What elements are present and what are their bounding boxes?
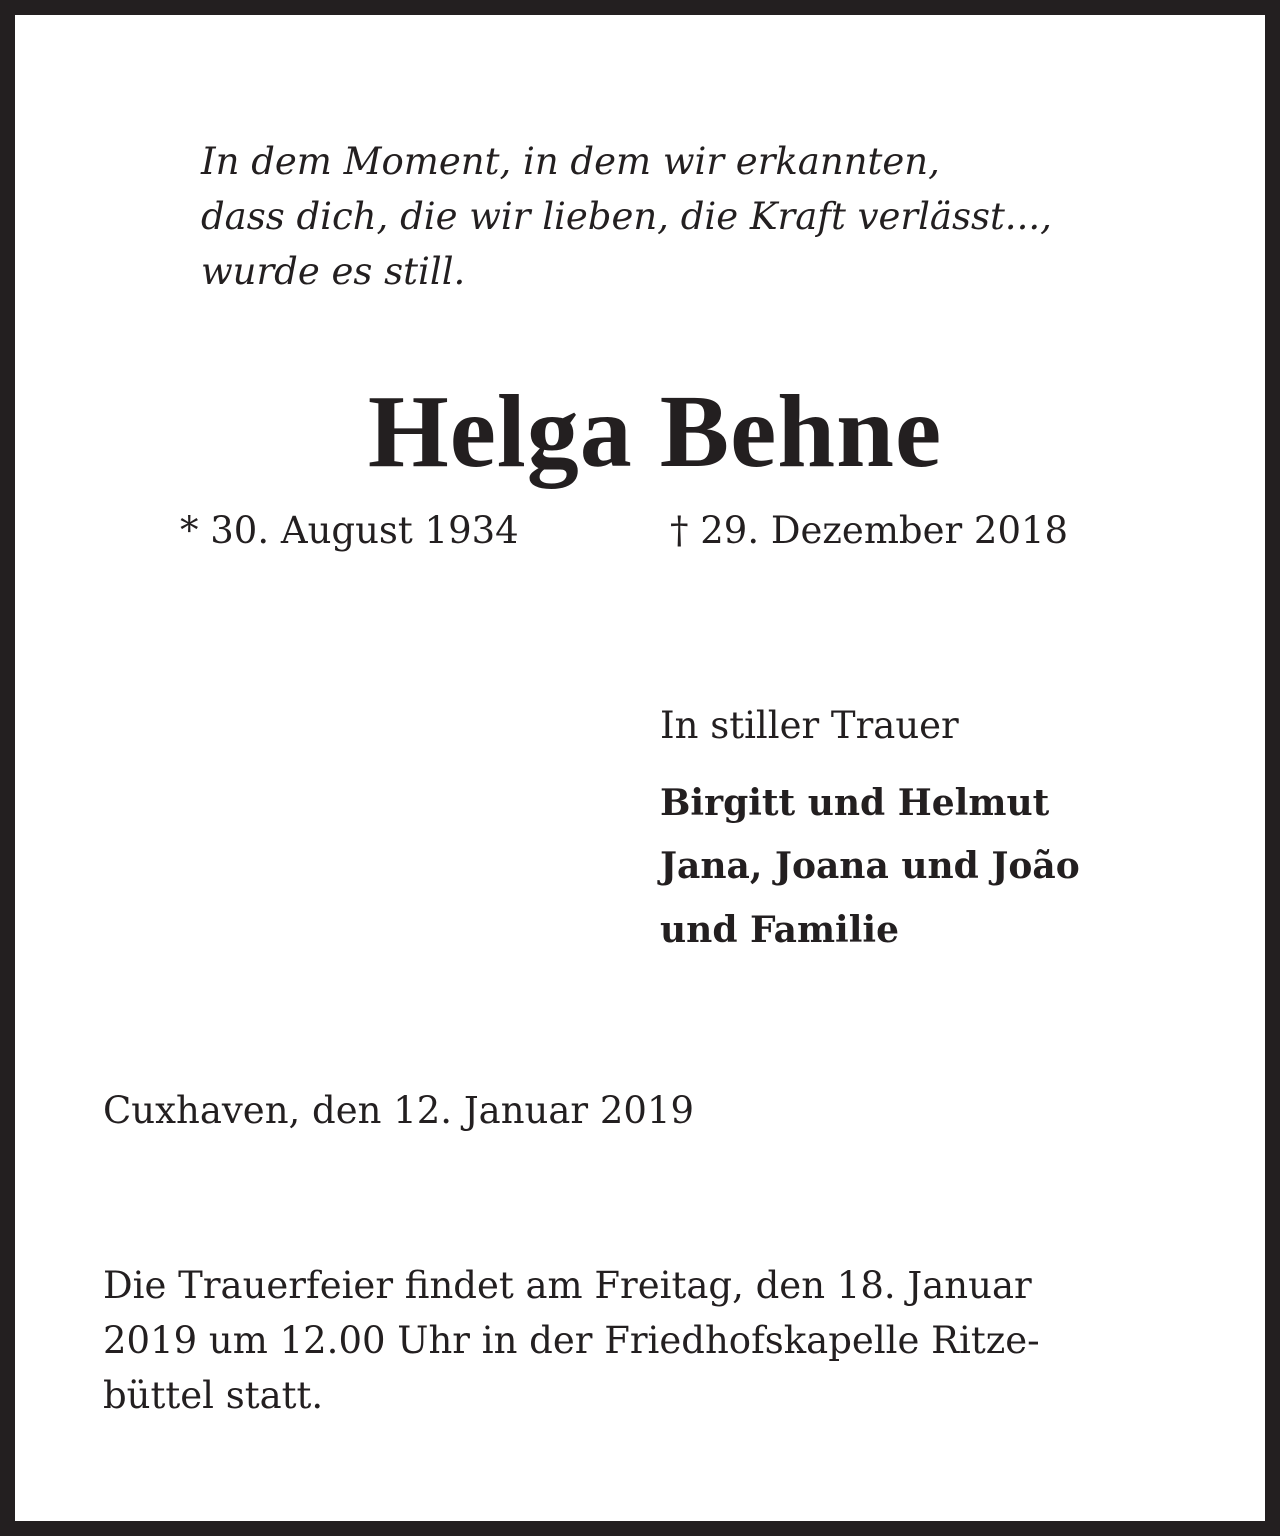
- ceremony-line: 2019 um 12.00 Uhr in der Friedhofskapelle Ritze-: [103, 1319, 1040, 1362]
- mourner-line: und Familie: [660, 909, 899, 951]
- birth-date: * 30. August 1934: [180, 509, 519, 552]
- quote-line: wurde es still.: [201, 250, 466, 293]
- place-date: Cuxhaven, den 12. Januar 2019: [103, 1089, 695, 1132]
- mourner-line: Birgitt und Helmut: [660, 782, 1050, 824]
- quote-line: In dem Moment, in dem wir erkannten,: [201, 140, 940, 183]
- mourning-intro: In stiller Trauer: [660, 704, 959, 747]
- ceremony-line: Die Trauerfeier findet am Freitag, den 18. Januar: [103, 1264, 1032, 1307]
- deceased-name: Helga Behne: [367, 374, 943, 489]
- death-date: † 29. Dezember 2018: [670, 509, 1069, 552]
- ceremony-line: büttel statt.: [103, 1374, 324, 1417]
- quote-line: dass dich, die wir lieben, die Kraft verlässt...,: [201, 195, 1052, 238]
- mourner-line: Jana, Joana und João: [660, 845, 1080, 887]
